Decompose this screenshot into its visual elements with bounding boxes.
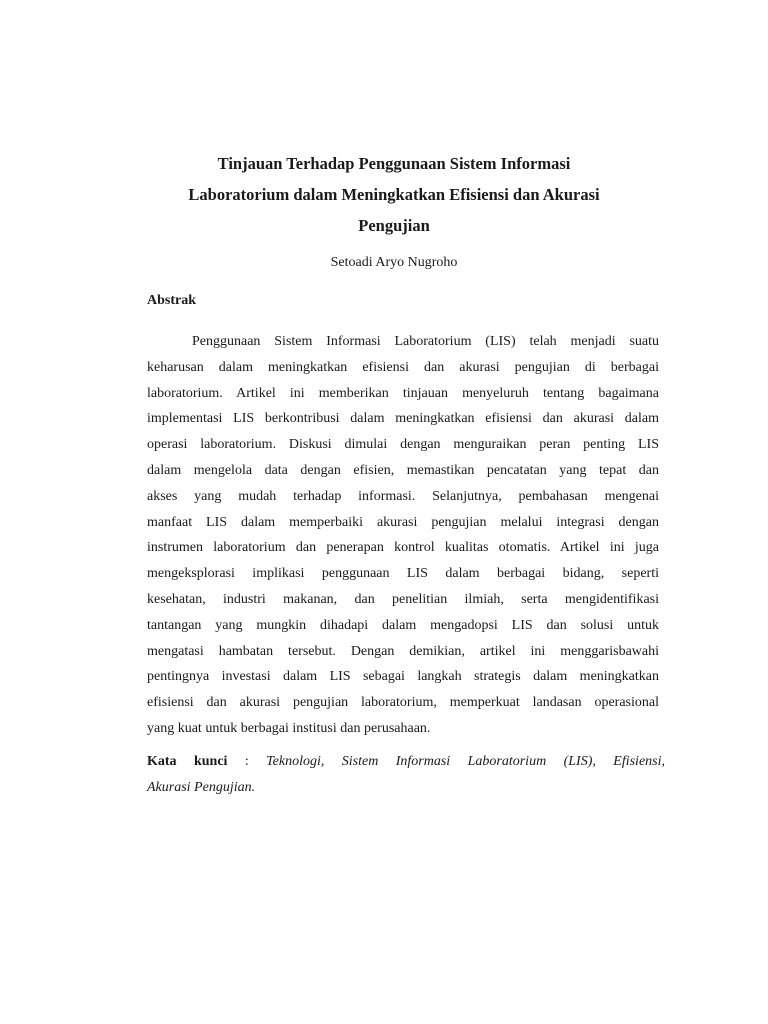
- abstract-line: kesehatan, industri makanan, dan penelitian ilmiah, serta mengidentifikasi: [147, 591, 659, 607]
- abstract-line: Penggunaan Sistem Informasi Laboratorium (LIS) telah menjadi suatu: [192, 334, 659, 349]
- keywords-line-1: [147, 749, 665, 775]
- abstract-line: mengeksplorasi implikasi penggunaan LIS dalam berbagai bidang, seperti: [147, 566, 659, 582]
- keywords-label: Kata kunci: [147, 754, 228, 769]
- abstract-line: mengatasi hambatan tersebut. Dengan demikian, artikel ini menggarisbawahi: [147, 643, 659, 659]
- abstract-line: pentingnya investasi dalam LIS sebagai langkah strategis dalam meningkatkan: [147, 669, 659, 685]
- author-name: Setoadi Aryo Nugroho: [330, 255, 458, 270]
- abstract-line: laboratorium. Artikel ini memberikan tinjauan menyeluruh tentang bagaimana: [147, 385, 659, 401]
- abstract-line: manfaat LIS dalam memperbaiki akurasi pengujian melalui integrasi dengan: [147, 514, 659, 530]
- abstract-line: keharusan dalam meningkatkan efisiensi dan akurasi pengujian di berbagai: [147, 359, 659, 375]
- abstract-heading: Abstrak: [147, 293, 197, 308]
- keywords-line-2: Akurasi Pengujian.: [147, 779, 256, 795]
- keywords-terms: Teknologi, Sistem Informasi Laboratorium (LIS), Efisiensi,: [266, 754, 665, 769]
- paper-title: [120, 148, 668, 241]
- title-line-3: Pengujian: [358, 216, 430, 235]
- abstract-body: [147, 329, 659, 742]
- abstract-line: yang kuat untuk berbagai institusi dan perusahaan.: [147, 720, 431, 736]
- abstract-line: efisiensi dan akurasi pengujian laboratorium, memperkuat landasan operasional: [147, 695, 659, 711]
- abstract-line: dalam mengelola data dengan efisien, memastikan pencatatan yang tepat dan: [147, 462, 659, 478]
- keywords-block: [147, 749, 665, 801]
- title-line-2: Laboratorium dalam Meningkatkan Efisiensi dan Akurasi: [188, 185, 600, 204]
- abstract-line: operasi laboratorium. Diskusi dimulai dengan menguraikan peran penting LIS: [147, 437, 659, 453]
- abstract-line: implementasi LIS berkontribusi dalam meningkatkan efisiensi dan akurasi dalam: [147, 411, 659, 427]
- title-line-1: Tinjauan Terhadap Penggunaan Sistem Informasi: [217, 154, 571, 173]
- abstract-line: instrumen laboratorium dan penerapan kontrol kualitas otomatis. Artikel ini juga: [147, 540, 659, 556]
- keywords-separator: :: [227, 754, 267, 769]
- abstract-line: tantangan yang mungkin dihadapi dalam mengadopsi LIS dan solusi untuk: [147, 617, 659, 633]
- abstract-line: akses yang mudah terhadap informasi. Selanjutnya, pembahasan mengenai: [147, 488, 659, 504]
